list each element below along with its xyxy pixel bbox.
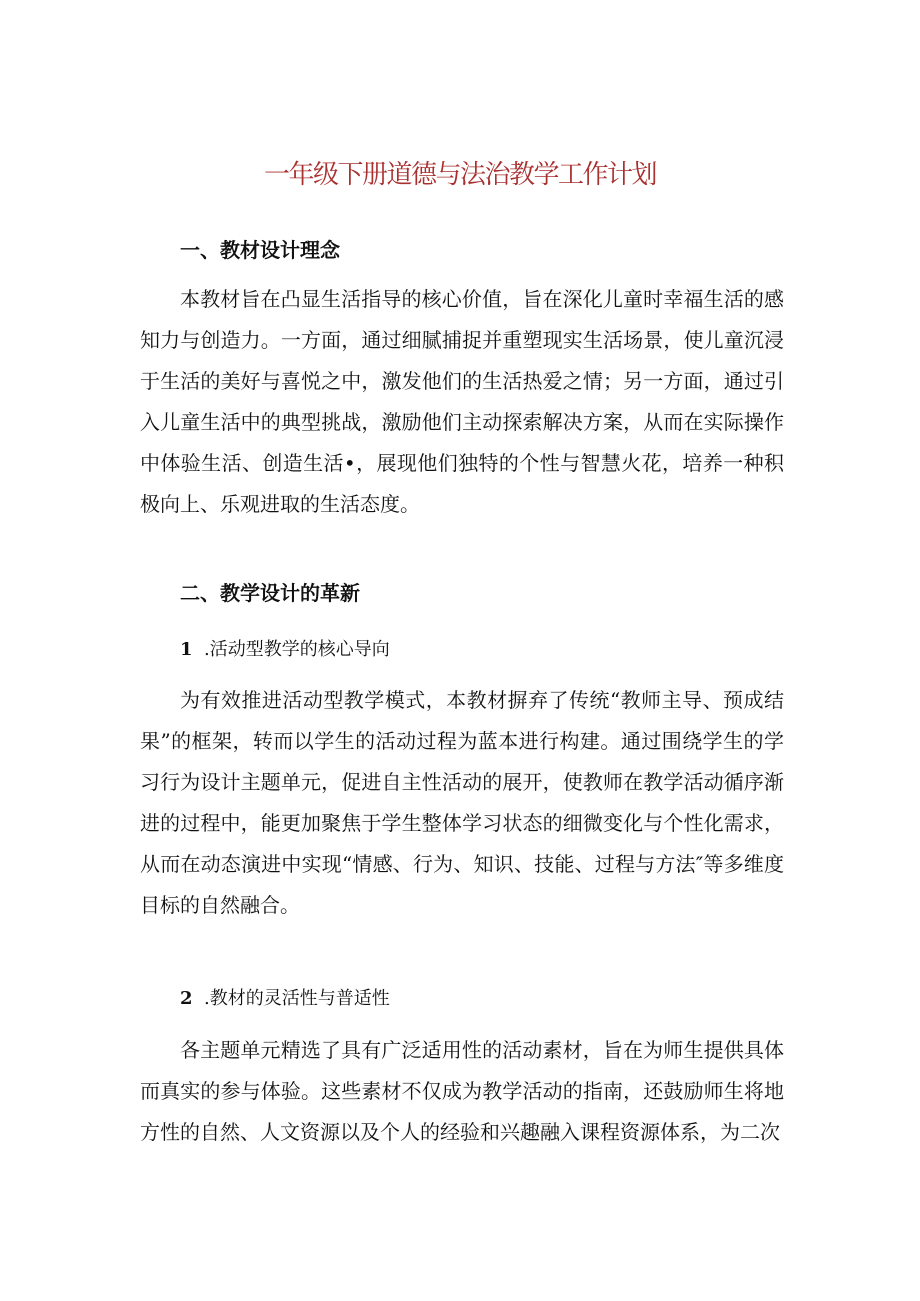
section-heading-design-concept: 一、教材设计理念 <box>180 238 340 262</box>
paragraph-activity-teaching: 为有效推进活动型教学模式，本教材摒弃了传统“教师主导、预成结果”的框架，转而以学生的活动过程为蓝本进行构建。通过围绕学生的学习行为设计主题单元，促进自主性活动的展开，使教师在教学活动循序渐进的过程中，能更加聚焦于学生整体学习状态的细微变化与个性化需求，从而在动态演进中实现“情感、行为、知识、技能、过程与方法″等多维度目标的自然融合。 <box>140 688 784 917</box>
item-title: .教材的灵活性与普适性 <box>203 988 390 1009</box>
document-title: 一年级下册道德与法治教学工作计划 <box>263 160 656 190</box>
subheading-activity-teaching <box>180 635 390 661</box>
item-title: .活动型教学的核心导向 <box>203 639 390 660</box>
item-number: 2 <box>180 988 193 1009</box>
paragraph-flexibility: 各主题单元精选了具有广泛适用性的活动素材，旨在为师生提供具体而真实的参与体验。这些素材不仅成为教学活动的指南，还鼓励师生将地方性的自然、人文资源以及个人的经验和兴趣融入课程资源体系，为二次 <box>140 1038 784 1144</box>
item-number: 1 <box>180 639 193 660</box>
subheading-flexibility <box>180 984 390 1010</box>
paragraph-design-concept: 本教材旨在凸显生活指导的核心价值，旨在深化儿童时幸福生活的感知力与创造力。一方面，通过细腻捕捉并重塑现实生活场景，使儿童沉浸于生活的美好与喜悦之中，激发他们的生活热爱之情；另一方面，通过引入儿童生活中的典型挑战，激励他们主动探索解决方案，从而在实际操作中体验生活、创造生活•，展现他们独特的个性与智慧火花，培养一种积极向上、乐观进取的生活态度。 <box>140 287 784 516</box>
section-heading-teaching-innovation: 二、教学设计的革新 <box>180 581 360 605</box>
